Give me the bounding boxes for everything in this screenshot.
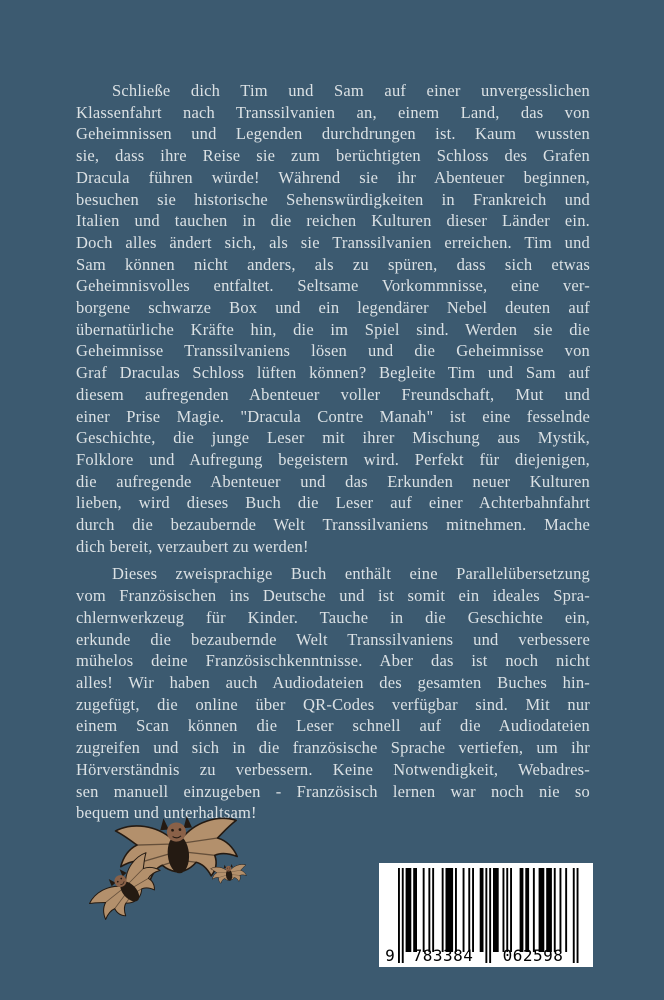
blurb-line: Italien und tauchen in die reichen Kulturen dieser Länder ein.: [76, 211, 590, 231]
blurb-line: Folklore und Aufregung begeistern wird. Perfekt für diejenigen,: [76, 449, 590, 469]
blurb-line: alles! Wir haben auch Audiodateien des gesamten Buches hin-: [76, 672, 590, 692]
isbn-digit-group: 062598: [502, 946, 564, 965]
blurb-line: einer Prise Magie. "Dracula Contre Manah" ist eine fesselnde: [76, 406, 590, 426]
blurb-paragraph: [76, 563, 590, 823]
blurb-line: chlernwerkzeug für Kinder. Tauche in die Geschichte ein,: [76, 607, 590, 627]
blurb-line: besuchen sie historische Sehenswürdigkeiten in Frankreich und: [76, 189, 590, 209]
blurb-line: mühelos deine Französischkenntnisse. Aber das ist noch nicht: [76, 651, 590, 671]
blurb-line: borgene schwarze Box und ein legendärer Nebel deuten auf: [76, 298, 590, 318]
blurb-line: übernatürliche Kräfte hin, die im Spiel sind. Werden sie die: [76, 319, 590, 339]
blurb-line: bequem und unterhaltsam!: [76, 803, 257, 823]
blurb-line: diesem aufregenden Abenteuer voller Freundschaft, Mut und: [76, 384, 590, 404]
blurb-line: Schließe dich Tim und Sam auf einer unvergesslichen: [112, 81, 590, 100]
blurb-line: Graf Draculas Schloss lüften können? Begleite Tim und Sam auf: [76, 363, 590, 383]
blurb-line: Klassenfahrt nach Transsilvanien an, einem Land, das von: [76, 102, 590, 122]
blurb-line: Geschichte, die junge Leser mit ihrer Mischung aus Mystik,: [76, 428, 590, 448]
blurb-line: Dracula führen würde! Während sie ihr Abenteuer beginnen,: [76, 167, 590, 187]
isbn-digit-group: 9: [385, 946, 395, 965]
blurb-line: die aufregende Abenteuer und das Erkunden neuer Kulturen: [76, 471, 590, 491]
blurb-line: einem Scan können die Leser schnell auf die Audiodateien: [76, 716, 590, 736]
bat-icon: [209, 862, 249, 886]
blurb-line: Hörverständnis zu verbessern. Keine Notwendigkeit, Webadres-: [76, 759, 590, 779]
blurb-line: dich bereit, verzaubert zu werden!: [76, 536, 309, 556]
blurb-line: lieben, wird dieses Buch die Leser auf einer Achterbahnfahrt: [76, 493, 590, 513]
isbn-barcode: [379, 863, 593, 967]
isbn-digit-group: 783384: [412, 946, 474, 965]
blurb-line: zugreifen und sich in die französische Sprache vertiefen, um ihr: [76, 738, 590, 758]
blurb-line: durch die bezaubernde Welt Transsilvaniens mitnehmen. Mache: [76, 515, 590, 535]
blurb-line: Doch alles ändert sich, als sie Transsilvanien erreichen. Tim und: [76, 232, 590, 252]
blurb-line: erkunde die bezaubernde Welt Transsilvaniens und verbessere: [76, 629, 590, 649]
blurb-line: vom Französischen ins Deutsche und ist somit ein ideales Spra-: [76, 586, 590, 606]
blurb-paragraph: [76, 80, 590, 557]
blurb-line: sie, dass ihre Reise sie zum berüchtigten Schloss des Grafen: [76, 146, 590, 166]
blurb-text: [76, 80, 590, 824]
blurb-line: Dieses zweisprachige Buch enthält eine Parallelübersetzung: [112, 564, 590, 584]
blurb-line: Geheimnissen und Legenden durchdrungen ist. Kaum wussten: [76, 124, 590, 144]
blurb-line: sen manuell einzugeben - Französisch lernen war noch nie so: [76, 781, 590, 801]
blurb-line: Sam können nicht anders, als zu spüren, dass sich etwas: [76, 254, 590, 274]
blurb-line: zugefügt, die online über QR-Codes verfügbar sind. Mit nur: [76, 694, 590, 714]
blurb-line: Geheimnisse Transsilvaniens lösen und die Geheimnisse von: [76, 341, 590, 361]
blurb-line: Geheimnisvolles entfaltet. Seltsame Vorkommnisse, eine ver-: [76, 276, 590, 296]
